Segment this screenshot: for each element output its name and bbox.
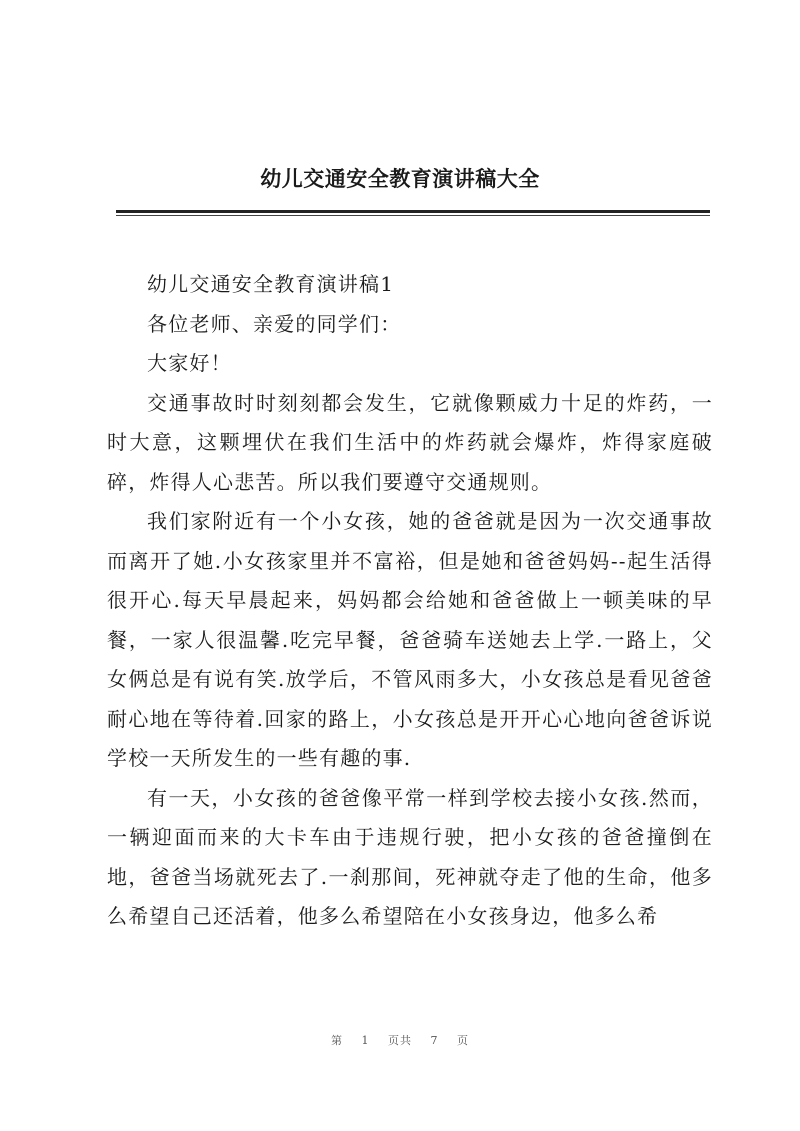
page-label-suffix: 页 xyxy=(457,1034,469,1047)
page-label-prefix: 第 xyxy=(331,1034,343,1047)
paragraph-greeting: 大家好！ xyxy=(147,351,232,375)
title-divider xyxy=(116,210,710,213)
paragraph: 有一天，小女孩的爸爸像平常一样到学校去接小女孩.然而，一辆迎面而来的大卡车由于违规行驶，把小女孩的爸爸撞倒在地，爸爸当场就死去了.一刹那间，死神就夺走了他的生命，他多么希望自己还活着，他多么希望陪在小女孩身边，他多么希 xyxy=(107,785,713,928)
current-page-number: 1 xyxy=(361,1034,370,1047)
paragraph: 我们家附近有一个小女孩，她的爸爸就是因为一次交通事故而离开了她.小女孩家里并不富裕，但是她和爸爸妈妈--起生活得很开心.每天早晨起来，妈妈都会给她和爸爸做上一顿美味的早餐，一家人很温馨.吃完早餐，爸爸骑车送她去上学.一路上，父女俩总是有说有笑.放学后，不管风雨多大，小女孩总是看见爸爸耐心地在等待着.回家的路上，小女孩总是开开心心地向爸爸诉说学校一天所发生的一些有趣的事. xyxy=(107,509,713,770)
document-title: 幼儿交通安全教育演讲稿大全 xyxy=(260,167,540,191)
paragraph: 交通事故时时刻刻都会发生，它就像颗威力十足的炸药，一时大意，这颗埋伏在我们生活中的炸药就会爆炸，炸得家庭破碎，炸得人心悲苦。所以我们要遵守交通规则。 xyxy=(107,390,713,494)
total-pages-number: 7 xyxy=(430,1034,439,1047)
document-body xyxy=(107,265,713,937)
page-footer xyxy=(0,1032,800,1048)
paragraph-heading: 幼儿交通安全教育演讲稿1 xyxy=(147,272,395,296)
paragraph-salutation: 各位老师、亲爱的同学们： xyxy=(147,311,402,336)
page-label-mid: 页共 xyxy=(388,1034,412,1047)
